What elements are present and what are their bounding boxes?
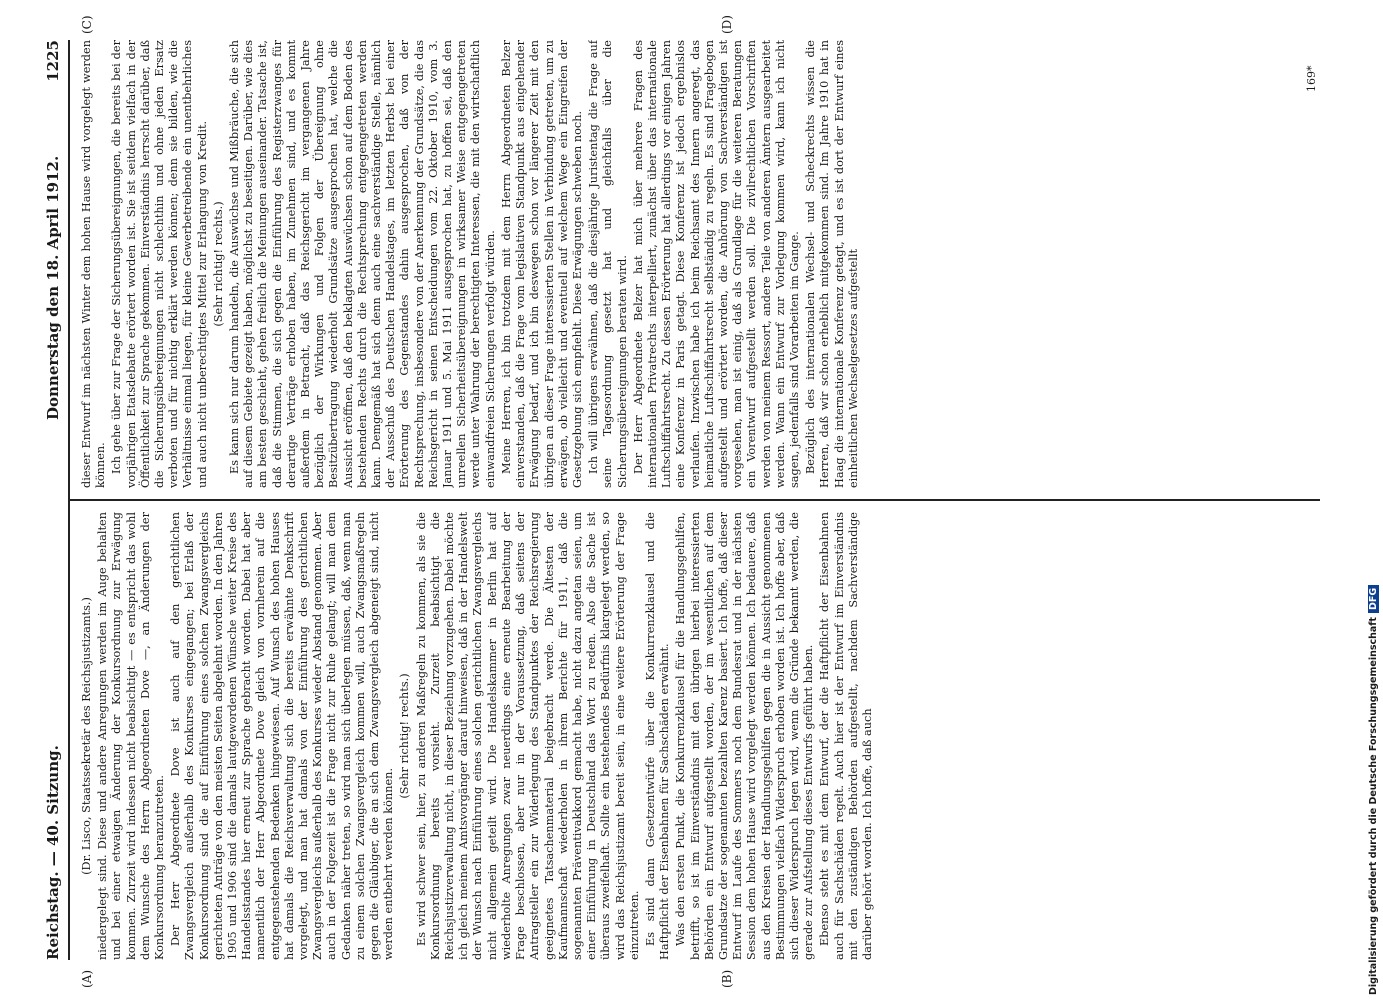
paragraph: Es sind dann Gesetzentwürfe über die Konkurrenzklausel und die Haftpflicht der Eisenbahnen für Sachschäden erwähnt.	[643, 512, 672, 960]
header-date: Donnerstag den 18. April 1912.	[44, 155, 62, 420]
margin-marker-c: (C)	[80, 15, 94, 34]
paragraph: Meine Herren, ich bin trotzdem mit dem Herrn Abgeordneten Belzer einverstanden, daß die Frage vom legislativen Standpunkt aus eingehender Erwägung bedarf, und ich bin deswegen schon vor längerer Zeit mit den übrigen an dieser Frage interessierten Stellen in Verbindung getreten, um zu erwägen, ob vielleicht und eventuell auf welchem Wege ein Eingreifen der Gesetzgebung sich empfiehlt. Diese Erwägungen schweben noch.	[499, 40, 584, 488]
page-header	[40, 40, 70, 960]
page-number: 1225	[44, 40, 62, 82]
paragraph: Es kann sich nur darum handeln, die Auswüchse und Mißbräuche, die sich auf diesem Gebiete gezeigt haben, möglichst zu beseitigen. Darüber, wie dies am besten geschieht, gehen freilich die Meinungen auseinander. Tatsache ist, daß die Stimmen, die sich gegen die Einführung des Registerzwanges für derartige Verträge erhoben haben, im Zunehmen sind, und es kommt außerdem in Betracht, daß das Reichsgericht im vergangenen Jahre bezüglich der Wirkungen und Folgen der Übereignung ohne Besitzübertragung wiederholt Grundsätze ausgesprochen hat, welche die Aussicht eröffnen, daß den beklagten Auswüchsen schon auf dem Boden des bestehenden Rechts durch die Rechtsprechung entgegengetreten werden kann. Demgemäß hat sich denn auch eine sachverständige Stelle, nämlich der Ausschuß des Deutschen Handelstages, im letzten Herbst bei einer Erörterung des Gegenstandes dahin ausgesprochen, daß von der Rechtsprechung, insbesondere von der Anerkennung der Grundsätze, die das Reichsgericht in seinen Entscheidungen vom 22. Oktober 1910, vom 3. Januar 1911 und 5. Mai 1911 ausgesprochen hat, zu hoffen sei, daß den unreellen Sicherheitsübereignungen in wirksamer Weise entgegengetreten werde unter Wahrung der berechtigten Interessen, die mit den wirtschaftlich einwandfreien Sicherungen verfolgt würden.	[228, 40, 497, 488]
column-right	[80, 40, 1320, 488]
paragraph: Ebenso steht es mit dem Entwurf, der die Haftpflicht der Eisenbahnen auch für Sachschäden regelt. Auch hier ist der Entwurf im Einverständnis mit den zuständigen Behörden aufgestellt, nachdem Sachverständige darüber gehört worden. Ich hoffe, daß auch	[818, 512, 874, 960]
paragraph: Ich gehe über zur Frage der Sicherungsübereignungen, die bereits bei der vorjährigen Etatsdebatte erörtert worden ist. Sie ist seitdem vielfach in der Öffentlichkeit zur Sprache gekommen. Einverständnis herrscht darüber, daß die Sicherungsübereignungen nicht schlechthin und ohne jeden Ersatz verboten und für nichtig erklärt werden können; denn sie bilden, wie die Verhältnisse einmal liegen, für kleine Gewerbetreibende ein unentbehrliches und auch nicht unberechtigtes Mittel zur Erlangung von Kredit.	[110, 40, 209, 488]
paragraph: Ich will übrigens erwähnen, daß die diesjährige Juristentag die Frage auf seine Tagesordnung gesetzt hat und gleichfalls über die Sicherungsübereignungen beraten wird.	[587, 40, 629, 488]
speaker-line: (Dr. Lisco, Staatssekretär des Reichsjustizamts.)	[80, 597, 93, 875]
side-credit	[1368, 5, 1382, 995]
paragraph: Der Herr Abgeordnete Dove ist auch auf den gerichtlichen Zwangsvergleich außerhalb des Konkurses eingegangen; bei Erlaß der Konkursordnung sind die auf Einführung eines solchen Zwangsvergleichs gerichteten Anträge von den meisten Seiten abgelehnt worden. In den Jahren 1905 und 1906 sind die damals lautgewordenen Wünsche weiter Kreise des Handelsstandes hier erneut zur Sprache gebracht worden. Dabei hat aber namentlich der Herr Abgeordnete Dove gleich von vornherein auf die entgegenstehenden Bedenken hingewiesen. Auf Wunsch des hohen Hauses hat damals die Reichsverwaltung sich die bereits erwähnte Denkschrift vorgelegt, und man hat damals von der Einführung des gerichtlichen Zwangsvergleichs außerhalb des Konkurses wieder Abstand genommen. Aber auch in der Folgezeit ist die Frage nicht zur Ruhe gelangt; will man dem Gedanken näher treten, so wird man sich überlegen müssen, daß, wenn man zu einem solchen Zwangsvergleich kommen will, auch Zwangsmaßregeln gegen die Gläubiger, die an sich dem Zwangsvergleich abgeneigt sind, nicht werden entbehrt werden können.	[169, 512, 396, 960]
paragraph: niedergelegt sind. Diese und andere Anregungen werden im Auge behalten und bei einer etwaigen Änderung der Konkursordnung zur Erwägung kommen. Zurzeit wird indessen nicht beabsichtigt — es entspricht das wohl dem Wunsche des Herrn Abgeordneten Dove —, an Änderungen der Konkursordnung heranzutreten.	[96, 512, 167, 960]
interjection: (Sehr richtig! rechts.)	[398, 673, 412, 799]
column-left	[80, 512, 1320, 960]
header-left: Reichstag. — 40. Sitzung.	[44, 745, 62, 960]
signature-mark: 169*	[1305, 65, 1318, 92]
dfg-logo: DFG	[1368, 585, 1379, 613]
paragraph: Bezüglich des internationalen Wechsel- und Scheckrechts wissen die Herren, daß wir schon erheblich mitgekommen sind. Im Jahre 1910 hat in Haag die internationale Konferenz getagt, und es ist dort der Entwurf eines einheitlichen Wechselgesetzes aufgestellt	[804, 40, 860, 488]
column-divider	[70, 500, 1320, 502]
margin-marker-a: (A)	[80, 969, 94, 988]
paragraph: dieser Entwurf im nächsten Winter dem hohen Hause wird vorgelegt werden können.	[80, 40, 108, 488]
rotated-content	[40, 15, 1330, 988]
interjection: (Sehr richtig! rechts.)	[211, 201, 225, 327]
margin-marker-b: (B)	[720, 969, 734, 988]
margin-marker-d: (D)	[720, 15, 734, 34]
paragraph: Was den ersten Punkt, die Konkurrenzklausel für die Handlungsgehilfen, betrifft, so ist im Einverständnis mit den übrigen hierbei interessierten Behörden ein Entwurf aufgestellt worden, der im wesentlichen auf dem Grundsatze der sogenannten bezahlten Karenz basiert. Ich hoffe, daß dieser Entwurf im Laufe des Sommers noch dem Bundesrat und in der nächsten Session dem hohen Hause wird vorgelegt werden können. Ich bedauere, daß aus den Kreisen der Handlungsgehilfen gegen die in Aussicht genommenen Bestimmungen vielfach Widerspruch erhoben worden ist. Ich hoffe aber, daß sich dieser Widerspruch legen wird, wenn die Gründe bekannt werden, die gerade zur Aufstellung dieses Entwurfs geführt haben.	[674, 512, 816, 960]
paragraph: Es wird schwer sein, hier, zu anderen Maßregeln zu kommen, als sie die Konkursordnung bereits vorsieht. Zurzeit beabsichtigt die Reichsjustizverwaltung nicht, in dieser Beziehung vorzugehen. Dabei möchte ich gleich meinem Amtsvorgänger darauf hinweisen, daß in der Handelswelt der Wunsch nach Einführung eines solchen gerichtlichen Zwangsvergleichs nicht allgemein geteilt wird. Die Handelskammer in Berlin hat auf wiederholte Anregungen zwar neuerdings eine erneute Bearbeitung der Frage beschlossen, aber nur in der Voraussetzung, daß seitens der Antragsteller ein zur Widerlegung des Standpunktes der Reichsregierung geeignetes Tatsachenmaterial beigebracht werde. Die Ältesten der Kaufmannschaft wiederholen in ihrem Berichte für 1911, daß die sogenannten Präventivakkord gemacht habe, nicht dazu angetan seien, um einer Einführung in Deutschland das Wort zu reden. Also die Sache ist überaus zweifelhaft. Sollte ein bestehendes Bedürfnis klargelegt werden, so wird das Reichsjustizamt bereit sein, in eine weitere Erörterung der Frage einzutreten.	[414, 512, 641, 960]
side-credit-text: Digitalisierung gefördert durch die Deutsche Forschungsgemeinschaft	[1368, 617, 1379, 995]
paragraph: Der Herr Abgeordnete Belzer hat mich über mehrere Fragen des internationalen Privatrechts interpelliert, zunächst über das internationale Luftschiffahrtsrecht. Zu dessen Erörterung hat allerdings vor einigen Jahren eine Konferenz in Paris getagt. Diese Konferenz ist jedoch ergebnislos verlaufen. Inzwischen habe ich beim Reichsamt des Innern angeregt, das heimatliche Luftschiffahrtsrecht selbständig zu regeln. Es sind Fragebogen aufgestellt und erörtert worden, die Anhörung von Sachverständigen ist vorgesehen, man ist einig, daß als Grundlage für die weiteren Beratungen ein Vorentwurf aufgestellt werden soll. Die zivilrechtlichen Vorschriften werden von meinem Ressort, andere Teile von anderen Ämtern ausgearbeitet werden. Wann ein Entwurf zur Vorlegung kommen wird, kann ich nicht sagen, jedenfalls sind Vorarbeiten im Gange.	[631, 40, 801, 488]
